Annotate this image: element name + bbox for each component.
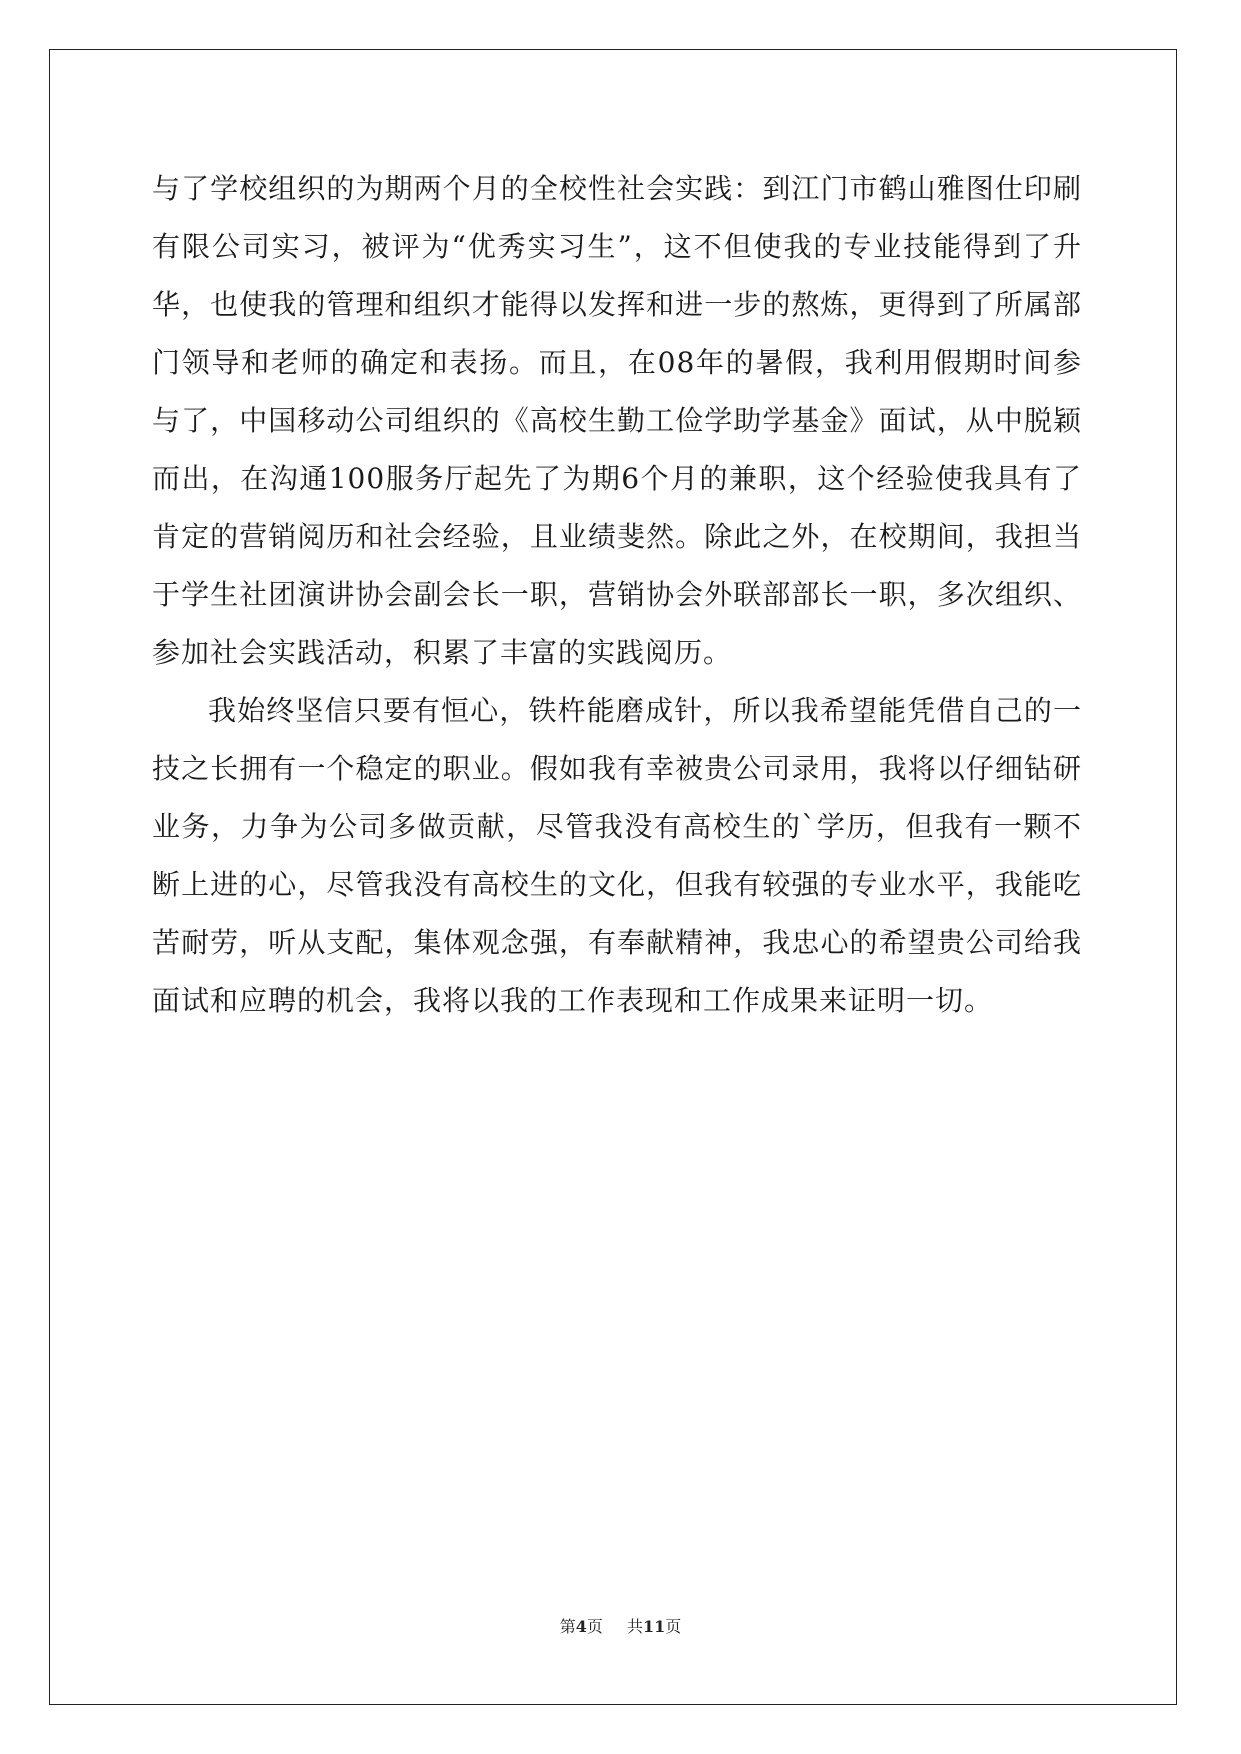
total-prefix: 共 [626, 1617, 643, 1636]
page-footer [0, 1614, 1241, 1637]
page-suffix: 页 [586, 1617, 603, 1636]
page-prefix: 第 [559, 1617, 576, 1636]
total-pages: 11 [642, 1617, 666, 1636]
page-number: 4 [575, 1617, 587, 1636]
document-body [152, 160, 1082, 1030]
total-suffix: 页 [665, 1617, 682, 1636]
paragraph-1: 与了学校组织的为期两个月的全校性社会实践：到江门市鹤山雅图仕印刷有限公司实习，被评为“优秀实习生”，这不但使我的专业技能得到了升华，也使我的管理和组织才能得以发挥和进一步的熬炼，更得到了所属部门领导和老师的确定和表扬。而且，在08年的暑假，我利用假期时间参与了，中国移动公司组织的《高校生勤工俭学助学基金》面试，从中脱颖而出，在沟通100服务厅起先了为期6个月的兼职，这个经验使我具有了肯定的营销阅历和社会经验，且业绩斐然。除此之外，在校期间，我担当于学生社团演讲协会副会长一职，营销协会外联部部长一职，多次组织、参加社会实践活动，积累了丰富的实践阅历。 [152, 172, 1082, 669]
paragraph-2: 我始终坚信只要有恒心，铁杵能磨成针，所以我希望能凭借自己的一技之长拥有一个稳定的职业。假如我有幸被贵公司录用，我将以仔细钻研业务，力争为公司多做贡献，尽管我没有高校生的`学历，但我有一颗不断上进的心，尽管我没有高校生的文化，但我有较强的专业水平，我能吃苦耐劳，听从支配，集体观念强，有奉献精神，我忠心的希望贵公司给我面试和应聘的机会，我将以我的工作表现和工作成果来证明一切。 [152, 694, 1082, 1017]
